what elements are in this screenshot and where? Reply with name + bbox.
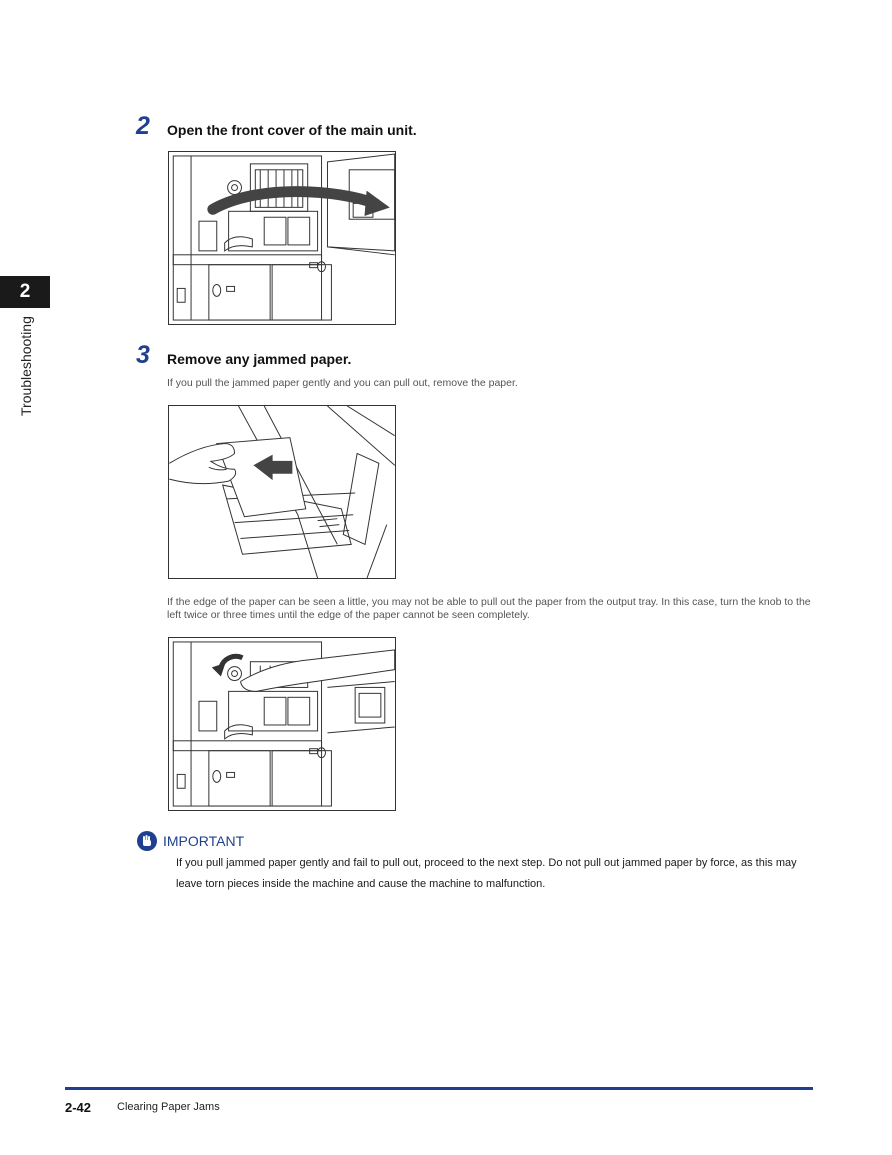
step-3-text: If you pull the jammed paper gently and you can pull out, remove the paper.	[167, 377, 518, 389]
important-text: If you pull jammed paper gently and fail to pull out, proceed to the next step. Do not pull out jammed paper by force, as this may leave torn pieces inside the machine and cause the machine to malfunction.	[176, 857, 797, 890]
remove-paper-illustration	[168, 405, 396, 579]
step-2-title: Open the front cover of the main unit.	[167, 122, 417, 138]
step-3-note: If the edge of the paper can be seen a little, you may not be able to pull out the paper from the output tray. In this case, turn the knob to the left twice or three times until the edge of the paper cannot be seen completely.	[167, 596, 811, 621]
page-number: 2-42	[65, 1100, 92, 1115]
chapter-side-label: Troubleshooting	[18, 316, 34, 416]
footer-section-title: Clearing Paper Jams	[117, 1101, 220, 1113]
footer-rule	[65, 1087, 813, 1090]
front-cover-illustration	[168, 151, 396, 325]
important-hand-icon	[137, 831, 157, 851]
turn-knob-illustration	[168, 637, 396, 811]
important-label: IMPORTANT	[163, 833, 245, 849]
step-3-title: Remove any jammed paper.	[167, 351, 352, 367]
step-3-number: 3	[136, 341, 150, 369]
chapter-tab: 2	[0, 276, 50, 308]
step-2-number: 2	[136, 112, 150, 140]
